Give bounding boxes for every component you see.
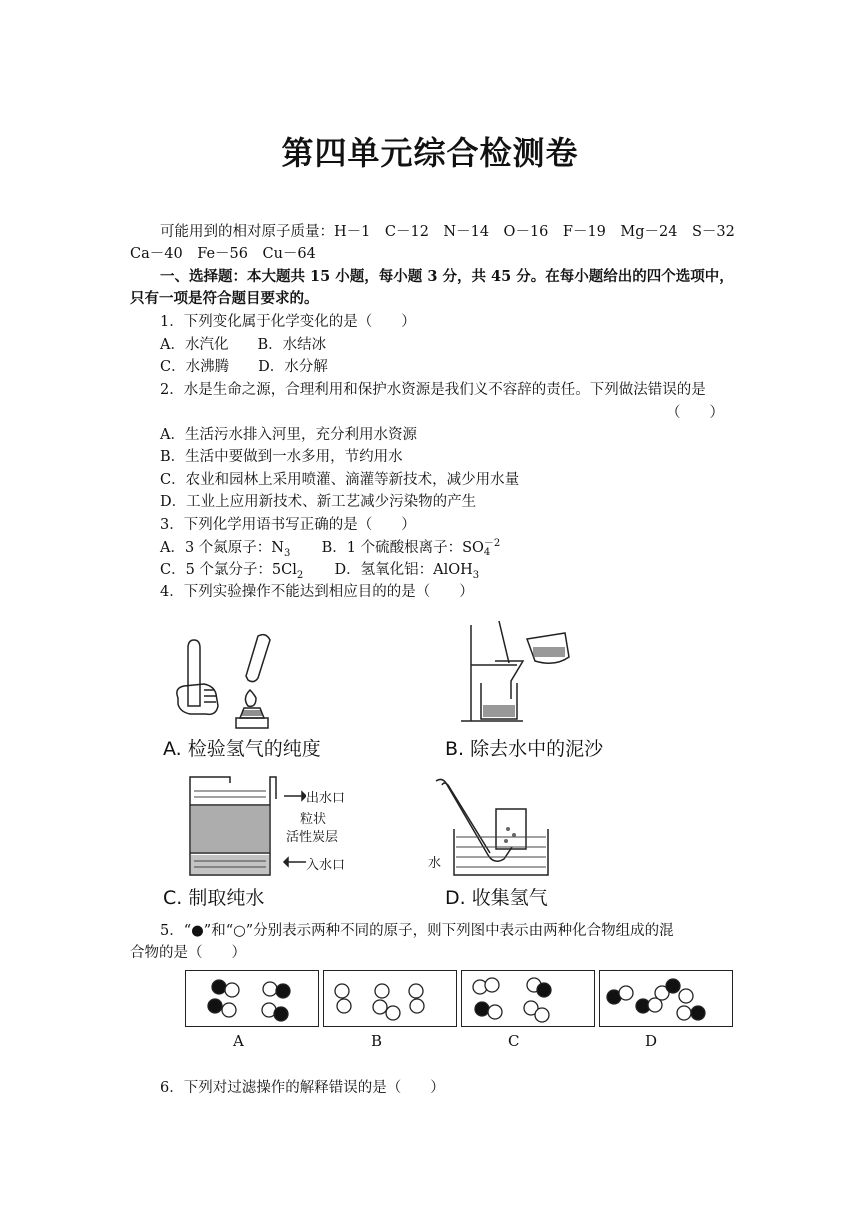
figure-carbon-filter [180, 775, 280, 880]
q6-stem: 6．下列对过滤操作的解释错误的是（ ） [160, 1080, 445, 1096]
figure-hydrogen-purity-test [170, 628, 290, 733]
q1-stem: 1．下列变化属于化学变化的是（ ） [160, 314, 416, 330]
page-title: 第四单元综合检测卷 [281, 134, 579, 172]
q3-option-c: C．5 个氯分子：5Cl [160, 562, 297, 578]
q3-option-a: A．3 个氮原子：N [160, 540, 284, 556]
q5-box-a [185, 970, 319, 1027]
caption-d: D. 收集氢气 [445, 887, 548, 909]
label-carbon-layer: 活性炭层 [286, 830, 339, 845]
q3-option-b: B．1 个硫酸根离子：SO [321, 540, 484, 556]
q2-option-c: C．农业和园林上采用喷灌、滴灌等新技术，减少用水量 [160, 472, 520, 488]
q3-stem: 3．下列化学用语书写正确的是（ ） [160, 517, 416, 533]
q2-option-d: D．工业上应用新技术、新工艺减少污染物的产生 [160, 494, 477, 510]
q1-options-cd: C．水沸腾 D．水分解 [160, 359, 328, 375]
q3-option-d: D．氢氧化铝：AlOH [334, 562, 473, 578]
q5-particles-c [462, 971, 594, 1026]
label-outlet: 出水口 [306, 791, 346, 806]
section1-heading-cont: 只有一项是符合题目要求的。 [130, 290, 319, 307]
q5-stem: 5．“●”和“○”分别表示两种不同的原子，则下列图中表示由两种化合物组成的混 [160, 923, 674, 939]
q5-box-c [461, 970, 595, 1027]
q3-options-ab: A．3 个氮原子：$N_3$ B．1 个硫酸根离子：SO －2 4 [160, 538, 501, 559]
section1-heading: 一、选择题：本大题共 15 小题，每小题 3 分，共 45 分。在每小题给出的四个选项中， [160, 268, 734, 285]
q5-label-c: C [508, 1032, 520, 1050]
q4-stem: 4．下列实验操作不能达到相应目的的是（ ） [160, 584, 474, 600]
figure-gas-collection [428, 775, 558, 880]
q2-answer-paren: （ ） [666, 405, 724, 421]
q5-particles-b [324, 971, 456, 1026]
figure-filtration [455, 615, 575, 727]
q3-options-cd: C．5 个氯分子：$5Cl_2$ D．氢氧化铝：AlOH$_3$ [160, 562, 480, 581]
atomic-mass-line1: 可能用到的相对原子质量：H－1 C－12 N－14 O－16 F－19 Mg－24 S－32 [160, 224, 735, 240]
q2-option-a: A．生活污水排入河里，充分利用水资源 [160, 427, 417, 443]
q5-box-b [323, 970, 457, 1027]
q5-particles-a [186, 971, 318, 1026]
q5-label-a: A [233, 1032, 244, 1050]
caption-b: B. 除去水中的泥沙 [445, 738, 604, 760]
q5-box-d [599, 970, 733, 1027]
q5-label-d: D [645, 1032, 658, 1050]
atomic-mass-line2: Ca－40 Fe－56 Cu－64 [130, 246, 316, 262]
caption-c: C. 制取纯水 [163, 887, 265, 909]
caption-a: A. 检验氢气的纯度 [163, 738, 321, 760]
label-inlet: 入水口 [306, 858, 346, 873]
label-water: 水 [428, 856, 442, 871]
q5-label-b: B [371, 1032, 383, 1050]
q1-options-ab: A．水汽化 B．水结冰 [160, 337, 327, 353]
label-carbon-granular: 粒状 [300, 812, 327, 827]
q5-stem-cont: 合物的是（ ） [130, 945, 246, 961]
q5-particles-d [600, 971, 732, 1026]
q2-stem: 2．水是生命之源，合理利用和保护水资源是我们义不容辞的责任。下列做法错误的是 [160, 382, 706, 398]
q2-option-b: B．生活中要做到一水多用，节约用水 [160, 449, 403, 465]
